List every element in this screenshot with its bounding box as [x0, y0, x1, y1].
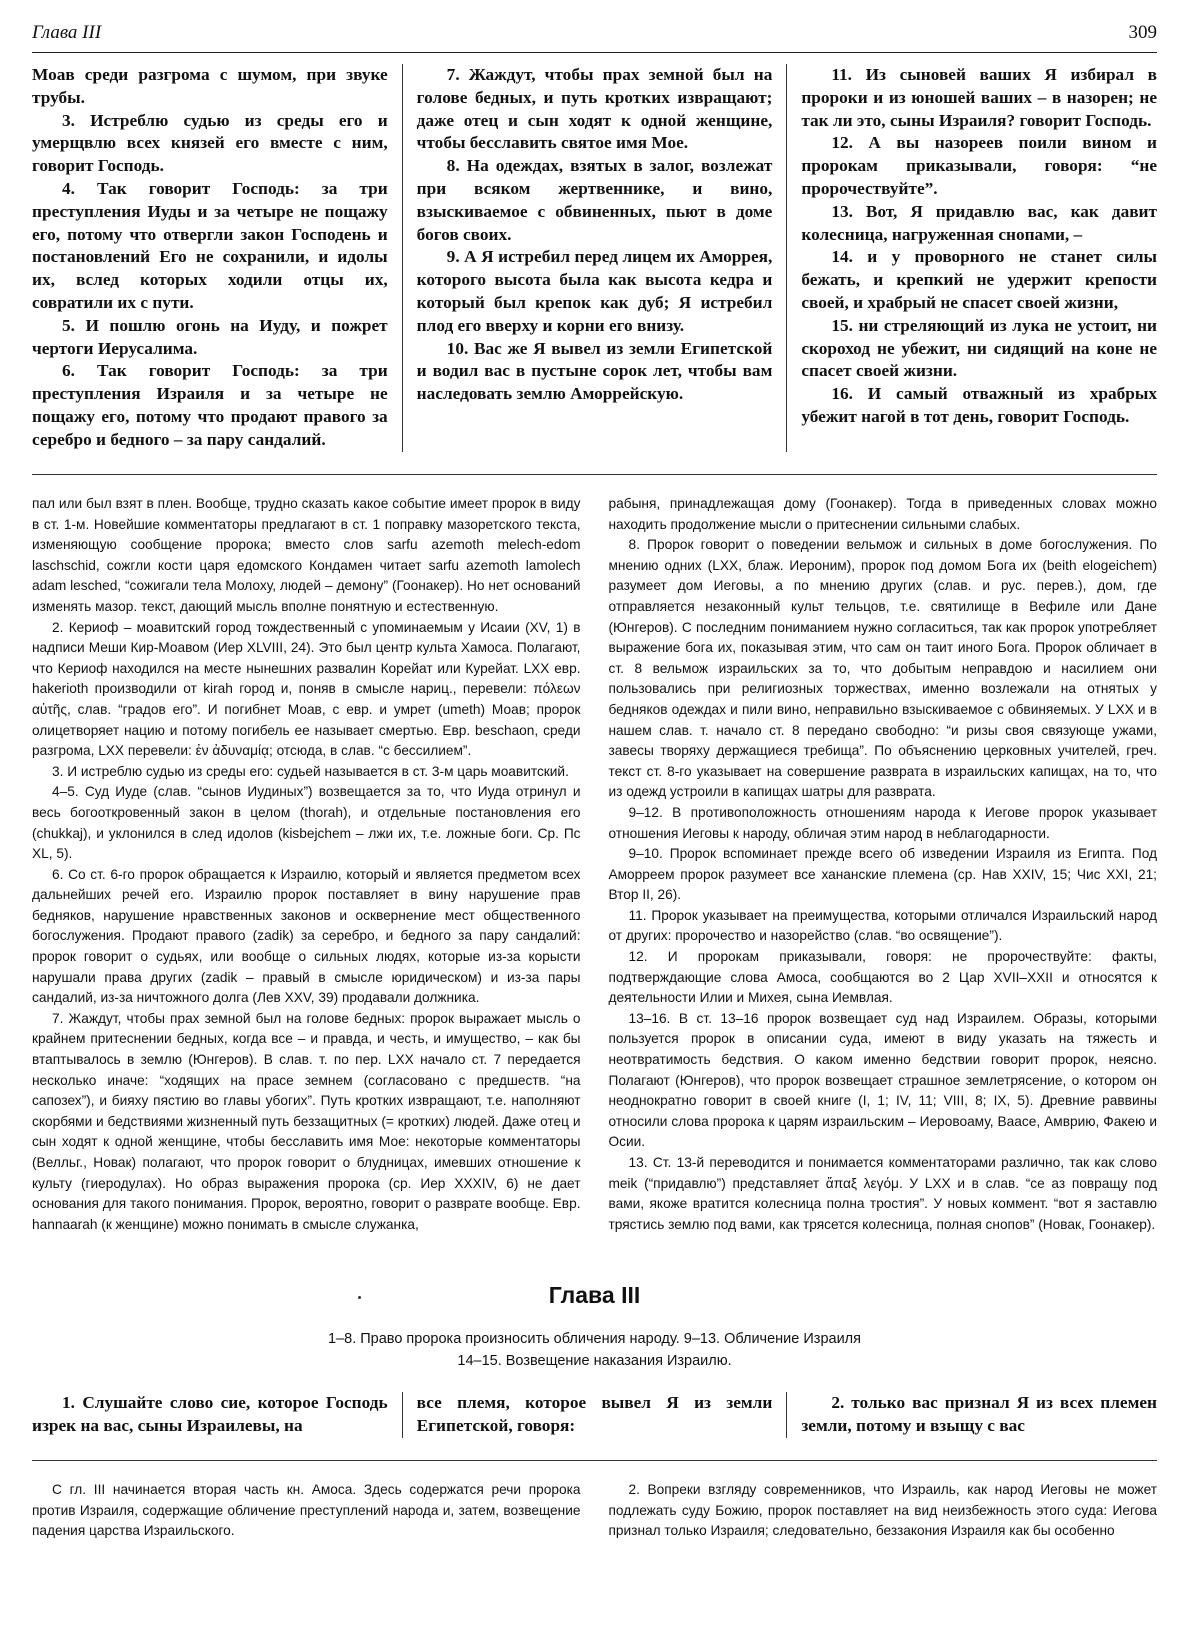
commentary-column-1 — [32, 1480, 595, 1542]
text-column-1 — [32, 1392, 402, 1438]
summary-line: 1–8. Право пророка произносить обличения народу. 9–13. Обличение Израиля — [328, 1331, 861, 1347]
commentary-paragraph: 12. И пророкам приказывали, говоря: не пророчествуйте: факты, подтверждающие слова Амоса, сообщаются во 2 Цар XVII–XXII и относятся к деятельности Илии и Михея, сына Иемвлая. — [608, 949, 1157, 1006]
chapter-title: Глава III — [548, 1282, 641, 1308]
commentary-paragraph: 4–5. Суд Иуде (слав. “сынов Иудиных”) возвещается за то, что Иуда отринул и весь богооткровенный закон в целом (thorah), и отдельные постановления его (chukkaj), и уклонился в след идолов (kisbejchem – лжи их, т.е. ложные боги. Ср. Пс XL, 5). — [32, 784, 581, 862]
verse: 14. и у проворного не станет силы бежать, и крепкий не удержит крепости своей, и храбрый не спасет своей жизни, — [801, 247, 1158, 312]
commentary-paragraph: 9–10. Пророк вспоминает прежде всего об изведении Израиля из Египта. Под Аморреем пророк разумеет все хананские племена (ср. Нав XXIV, 15; Чис XXI, 21; Втор II, 26). — [608, 846, 1157, 903]
verse: 8. На одеждах, взятых в залог, возлежат при всяком жертвеннике, и вино, взыскиваемое с обвиненных, пьют в доме богов своих. — [416, 156, 773, 244]
text-column-2 — [402, 64, 787, 452]
text-column-3 — [786, 1392, 1157, 1438]
verse: 11. Из сыновей ваших Я избирал в пророки и из юношей ваших – в назорен; не так ли это, сыны Израиля? говорит Господь. — [801, 65, 1158, 130]
commentary-paragraph: рабыня, принадлежащая дому (Гоонакер). Тогда в приведенных словах можно находить продолжение мысли о притеснении сильными слабых. — [608, 496, 1157, 532]
commentary-columns — [32, 494, 1157, 1235]
text-column-1 — [32, 64, 402, 452]
verse: 5. И пошлю огонь на Иуду, и пожрет чертоги Иерусалима. — [32, 315, 388, 358]
verse: 4. Так говорит Господь: за три преступления Иуды и за четыре не пощажу его, потому что отвергли закон Господень и постановлений Его не сохранили, и идолы их, вслед которых ходили отцы их, совратили их с пути. — [32, 178, 388, 312]
commentary-paragraph: С гл. III начинается вторая часть кн. Амоса. Здесь содержатся речи пророка против Израиля, содержащие обличение преступлений народа и, затем, возвещение падения царства Израильского. — [32, 1482, 581, 1539]
verse: 9. А Я истребил перед лицем их Аморрея, которого высота была как высота кедра и который был крепок как дуб; Я истребил плод его вверху и корни его внизу. — [416, 247, 773, 335]
commentary-paragraph: 2. Кериоф – моавитский город тождественный с упоминаемым у Исаии (XV, 1) в надписи Меши Кир-Моавом (Иер XLVIII, 24). Это был центр культа Хамоса. Полагают, что Кериоф находился на месте нынешних развалин Корейат или Курейат. LXX евр. hakerioth производили от kirah город и, поняв в смысле нариц., перевели: πόλεων αὐτῆς, слав. “градов его”. И погибнет Моав, с евр. и умрет (umeth) Моав; пророк олицетворяет нацию и потому погибель ее называет смертью. Евр. beschaon, среди разгрома, LXX перевели: ἐν ἀδυναμίᾳ; отсюда, в слав. “с бессилием”. — [32, 619, 581, 759]
commentary-paragraph: 9–12. В противоположность отношениям народа к Иегове пророк указывает отношения Иеговы к народу, обличая этим народ в неблагодарности. — [608, 804, 1157, 841]
verse: Моав среди разгрома с шумом, при звуке трубы. — [32, 65, 388, 107]
verse: 10. Вас же Я вывел из земли Египетской и водил вас в пустыне сорок лет, чтобы вам наследовать землю Аморрейскую. — [416, 338, 773, 404]
commentary-paragraph: 6. Со ст. 6-го пророк обращается к Израилю, который и является предметом всех дальнейших речей его. Израилю пророк поставляет в вину нарушение прав бедняков, нарушение нравственных законов и осквернение мест общественного богослужения. Продают правого (zadik) за серебро, и бедного за пару сандалий: пророк говорит о судьях, или вообще о сильных людях, которые из-за корысти нарушали права других (zadik – правый в смысле юридическом) и из-за пары сандалий, из-за ничтожного долга (Лев XXV, 39) продавали должника. — [32, 866, 581, 1006]
commentary-paragraph: 3. И истреблю судью из среды его: судьей называется в ст. 3-м царь моавитский. — [52, 763, 569, 779]
commentary-paragraph: 8. Пророк говорит о поведении вельмож и сильных в доме богослужения. По мнению одних (LXX, блаж. Иероним), пророк под домом Бога их (beith elogeichem) разумеет дом Иеговы, а по мнению других (слав. и рус. перев.), дом, где отправляется незаконный культ тельцов, т.е. святилище в Вефиле или Дане (Юнгеров). С последним пониманием нужно согласиться, так как пророк употребляет выражение бога их, показывая этим, что сам он таит иного Бога. Пророк обличает в ст. 8 вельмож израильских за то, что добытым неправдою и насилием они пользовались при религиозных торжествах, именно возлежали на отнятых у бедняков одеждах и пили вино, неправильно взыскиваемое с обвиняемых. У LXX и в нашем слав. т. начало ст. 8 передано свободно: “и ризы своя связующе ужами, завесы творяху держащиеся требища”. По объяснению церковных учителей, греч. текст ст. 8-го указывает на совершение разврата в израильских капищах, на то, что из одежд устроили в капищах шатры для разврата. — [608, 537, 1157, 800]
summary-line: 14–15. Возвещение наказания Израилю. — [457, 1353, 732, 1369]
commentary-column-2 — [595, 494, 1158, 1235]
verse: 2. только вас признал Я из всех племен земли, потому и взыщу с вас — [801, 1393, 1158, 1435]
verse: 3. Истреблю судью из среды его и умерщвлю всех князей его вместе с ним, говорит Господь. — [32, 110, 388, 176]
chapter-summary — [0, 1328, 1189, 1372]
running-header — [32, 18, 1157, 53]
verse: 7. Жаждут, чтобы прах земной был на голове бедных, и путь кротких извращают; даже отец и сын ходят к одной женщине, чтобы бесславить святое имя Мое. — [416, 65, 773, 153]
commentary-column-1 — [32, 494, 595, 1235]
page-number: 309 — [1128, 22, 1157, 43]
commentary-column-2 — [595, 1480, 1158, 1542]
commentary-paragraph: 11. Пророк указывает на преимущества, которыми отличался Израильский народ от других: пророчество и назорейство (слав. “во освящение”). — [608, 907, 1157, 944]
bible-text-columns — [32, 64, 1157, 452]
chapter3-text-columns — [32, 1392, 1157, 1438]
commentary-paragraph: 13. Ст. 13-й переводится и понимается комментаторами различно, так как слово meik (“придавлю”) представляет ἅπαξ λεγόμ. У LXX и в слав. “се аз повращу под вами, якоже вратится колесница полна тростия”. У новых коммент. “вот я заставлю трястись землю под вами, как трясется колесница, полная снопов” (Новак, Гоонакер). — [608, 1155, 1157, 1232]
text-column-3 — [786, 64, 1157, 452]
verse: все племя, которое вывел Я из земли Египетской, говоря: — [416, 1393, 773, 1435]
verse: 1. Слушайте слово сие, которое Господь изрек на вас, сыны Израилевы, на — [32, 1393, 388, 1435]
divider — [32, 474, 1157, 475]
verse: 6. Так говорит Господь: за три преступления Израиля и за четыре не пощажу его, потому что продают правого за серебро и бедного – за пару сандалий. — [32, 361, 388, 449]
verse: 15. ни стреляющий из лука не устоит, ни скороход не убежит, ни сидящий на коне не спасет своей жизни. — [801, 315, 1158, 381]
verse: 16. И самый отважный из храбрых убежит нагой в тот день, говорит Господь. — [801, 384, 1158, 426]
commentary-paragraph: пал или был взят в плен. Вообще, трудно сказать какое событие имеет пророк в виду в ст. 1-м. Новейшие комментаторы предлагают в ст. 1 поправку мазоретского текста, изменяющую сообщение пророка; вместо слов sarfu azemoth melech-edom laschschid, сожгли кости царя едомского Кондамен читает sarfu azemoth lamolech adam lesched, “сожигали тела Молоху, людей – демону” (Гоонакер). Но нет оснований изменять мазор. текст, дающий мысль вполне понятную и естественную. — [32, 496, 581, 614]
verse: 12. А вы назореев поили вином и пророкам приказывали, говоря: “не пророчествуйте”. — [801, 133, 1158, 198]
divider — [32, 1460, 1157, 1461]
commentary-paragraph: 7. Жаждут, чтобы прах земной был на голове бедных: пророк выражает мысль о крайнем притеснении бедных, когда все – и правда, и честь, и имущество, – как бы втаптывалось в землю (Юнгеров). В слав. т. по пер. LXX начало ст. 7 передается несколько иначе: “ходящих на прасе земнем (согласовано с предшеств. “на сапозех”), и бияху пястию во главы убогих”. Путь кротких извращают, т.е. наполняют скорбями и бедствиями жизненный путь беззащитных (= кротких) людей. Даже отец и сын ходят к одной женщине, чтобы бесславить имя Мое: некоторые комментаторы (Велльг., Новак) полагают, что пророк говорит о блудницах, имевших отношение к культу (гиеродулах). Но образ выражения пророка (ср. Иер XXXIV, 6) не дает основания для такого понимания. Пророк, вероятно, говорит о разврате вообще. Евр. hannaarah (к женщине) можно понимать в смысле служанка, — [32, 1010, 581, 1232]
commentary-paragraph: 2. Вопреки взгляду современников, что Израиль, как народ Иеговы не может подлежать суду Божию, пророк поставляет на вид неизбежность этого суда: Иегова признал только Израиля; следовательно, беззакония Израиля как бы особенно — [608, 1482, 1157, 1539]
chapter-label: Глава III — [32, 22, 102, 43]
chapter3-commentary-columns — [32, 1480, 1157, 1542]
commentary-paragraph: 13–16. В ст. 13–16 пророк возвещает суд над Израилем. Образы, которыми пользуется пророк в описании суда, имеют в виду указать на тяжесть и неотвратимость бедствия. О каком именно бедствии говорит пророк, неясно. Полагают (Юнгеров), что пророк возвещает страшное землетрясение, о котором он неоднократно говорит в своей книге (I, 1; IV, 11; VIII, 8; IX, 5). Древние раввины относили слова пророка к царям израильским – Иеровоаму, Ваасе, Амврию, Факею и Осии. — [608, 1010, 1157, 1150]
verse: 13. Вот, Я придавлю вас, как давит колесница, нагруженная снопами, – — [801, 201, 1158, 244]
text-column-2 — [402, 1392, 787, 1438]
